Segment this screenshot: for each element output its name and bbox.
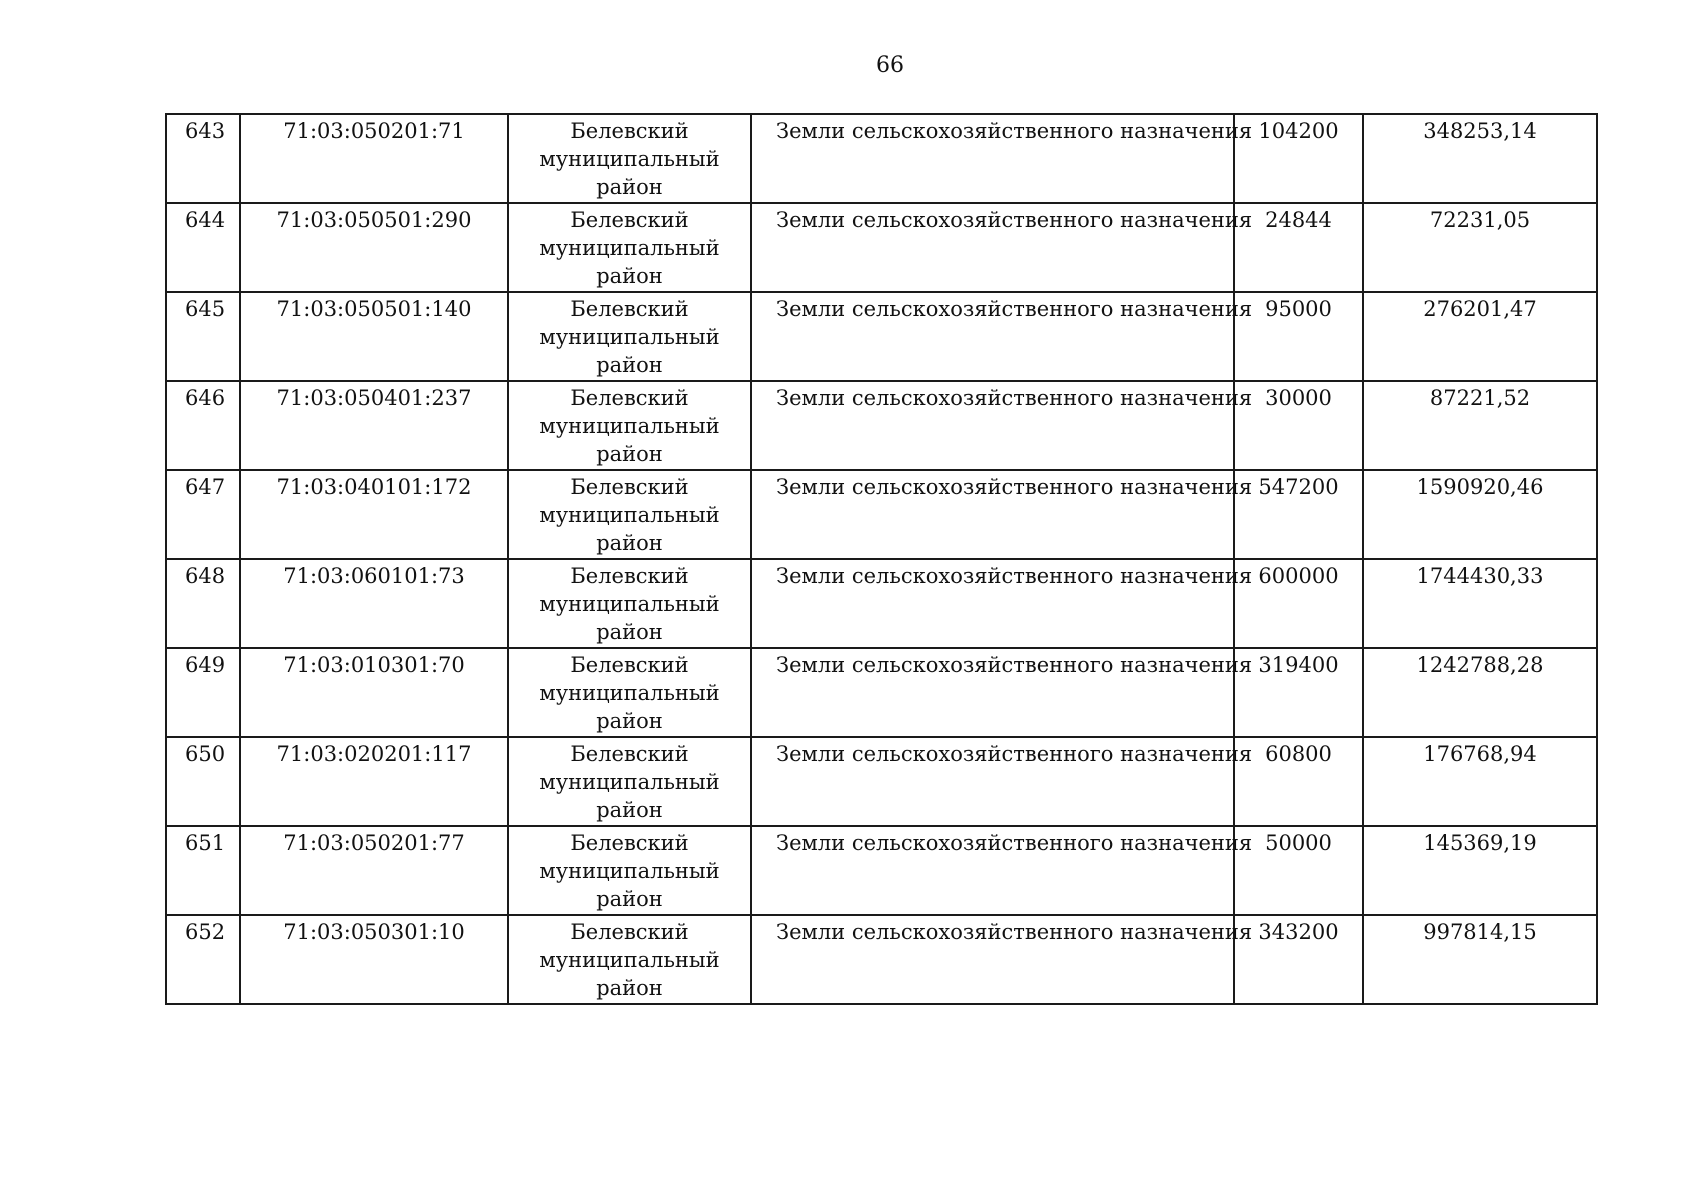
land-category-cell: Земли сельскохозяйственного назначения — [751, 915, 1234, 1004]
land-category-cell: Земли сельскохозяйственного назначения — [751, 737, 1234, 826]
cadastral-number-cell: 71:03:050501:140 — [240, 292, 508, 381]
row-number-cell: 648 — [166, 559, 240, 648]
district-cell: Белевский муниципальный район — [508, 737, 751, 826]
district-cell: Белевский муниципальный район — [508, 203, 751, 292]
cadastral-number-cell: 71:03:050301:10 — [240, 915, 508, 1004]
area-cell: 600000 — [1234, 559, 1363, 648]
land-category-cell: Земли сельскохозяйственного назначения — [751, 559, 1234, 648]
cadastral-number-cell: 71:03:050401:237 — [240, 381, 508, 470]
area-cell: 104200 — [1234, 114, 1363, 203]
land-category-cell: Земли сельскохозяйственного назначения — [751, 292, 1234, 381]
row-number-cell: 643 — [166, 114, 240, 203]
table-row — [166, 826, 1597, 915]
row-number-cell: 647 — [166, 470, 240, 559]
land-category-cell: Земли сельскохозяйственного назначения — [751, 203, 1234, 292]
cadastral-value-cell: 1590920,46 — [1363, 470, 1597, 559]
cadastral-number-cell: 71:03:040101:172 — [240, 470, 508, 559]
table-row — [166, 559, 1597, 648]
table-row — [166, 470, 1597, 559]
row-number-cell: 651 — [166, 826, 240, 915]
district-cell: Белевский муниципальный район — [508, 559, 751, 648]
cadastral-number-cell: 71:03:060101:73 — [240, 559, 508, 648]
row-number-cell: 644 — [166, 203, 240, 292]
area-cell: 95000 — [1234, 292, 1363, 381]
row-number-cell: 649 — [166, 648, 240, 737]
land-category-cell: Земли сельскохозяйственного назначения — [751, 648, 1234, 737]
cadastral-value-cell: 997814,15 — [1363, 915, 1597, 1004]
area-cell: 60800 — [1234, 737, 1363, 826]
cadastral-value-cell: 145369,19 — [1363, 826, 1597, 915]
land-category-cell: Земли сельскохозяйственного назначения — [751, 381, 1234, 470]
district-cell: Белевский муниципальный район — [508, 470, 751, 559]
district-cell: Белевский муниципальный район — [508, 292, 751, 381]
land-plots-table — [165, 113, 1598, 1005]
table-row — [166, 381, 1597, 470]
area-cell: 30000 — [1234, 381, 1363, 470]
cadastral-value-cell: 276201,47 — [1363, 292, 1597, 381]
district-cell: Белевский муниципальный район — [508, 648, 751, 737]
area-cell: 319400 — [1234, 648, 1363, 737]
table-row — [166, 915, 1597, 1004]
table-row — [166, 292, 1597, 381]
cadastral-number-cell: 71:03:050201:71 — [240, 114, 508, 203]
cadastral-value-cell: 1242788,28 — [1363, 648, 1597, 737]
district-cell: Белевский муниципальный район — [508, 381, 751, 470]
table-row — [166, 114, 1597, 203]
area-cell: 547200 — [1234, 470, 1363, 559]
cadastral-value-cell: 176768,94 — [1363, 737, 1597, 826]
cadastral-number-cell: 71:03:050501:290 — [240, 203, 508, 292]
page-number: 66 — [876, 53, 904, 78]
cadastral-value-cell: 348253,14 — [1363, 114, 1597, 203]
area-cell: 343200 — [1234, 915, 1363, 1004]
row-number-cell: 646 — [166, 381, 240, 470]
table-row — [166, 648, 1597, 737]
district-cell: Белевский муниципальный район — [508, 915, 751, 1004]
cadastral-value-cell: 1744430,33 — [1363, 559, 1597, 648]
area-cell: 50000 — [1234, 826, 1363, 915]
cadastral-value-cell: 72231,05 — [1363, 203, 1597, 292]
table-row — [166, 203, 1597, 292]
cadastral-number-cell: 71:03:020201:117 — [240, 737, 508, 826]
row-number-cell: 652 — [166, 915, 240, 1004]
row-number-cell: 650 — [166, 737, 240, 826]
land-category-cell: Земли сельскохозяйственного назначения — [751, 114, 1234, 203]
cadastral-number-cell: 71:03:050201:77 — [240, 826, 508, 915]
cadastral-number-cell: 71:03:010301:70 — [240, 648, 508, 737]
district-cell: Белевский муниципальный район — [508, 826, 751, 915]
land-category-cell: Земли сельскохозяйственного назначения — [751, 826, 1234, 915]
area-cell: 24844 — [1234, 203, 1363, 292]
land-category-cell: Земли сельскохозяйственного назначения — [751, 470, 1234, 559]
district-cell: Белевский муниципальный район — [508, 114, 751, 203]
cadastral-value-cell: 87221,52 — [1363, 381, 1597, 470]
row-number-cell: 645 — [166, 292, 240, 381]
table-row — [166, 737, 1597, 826]
